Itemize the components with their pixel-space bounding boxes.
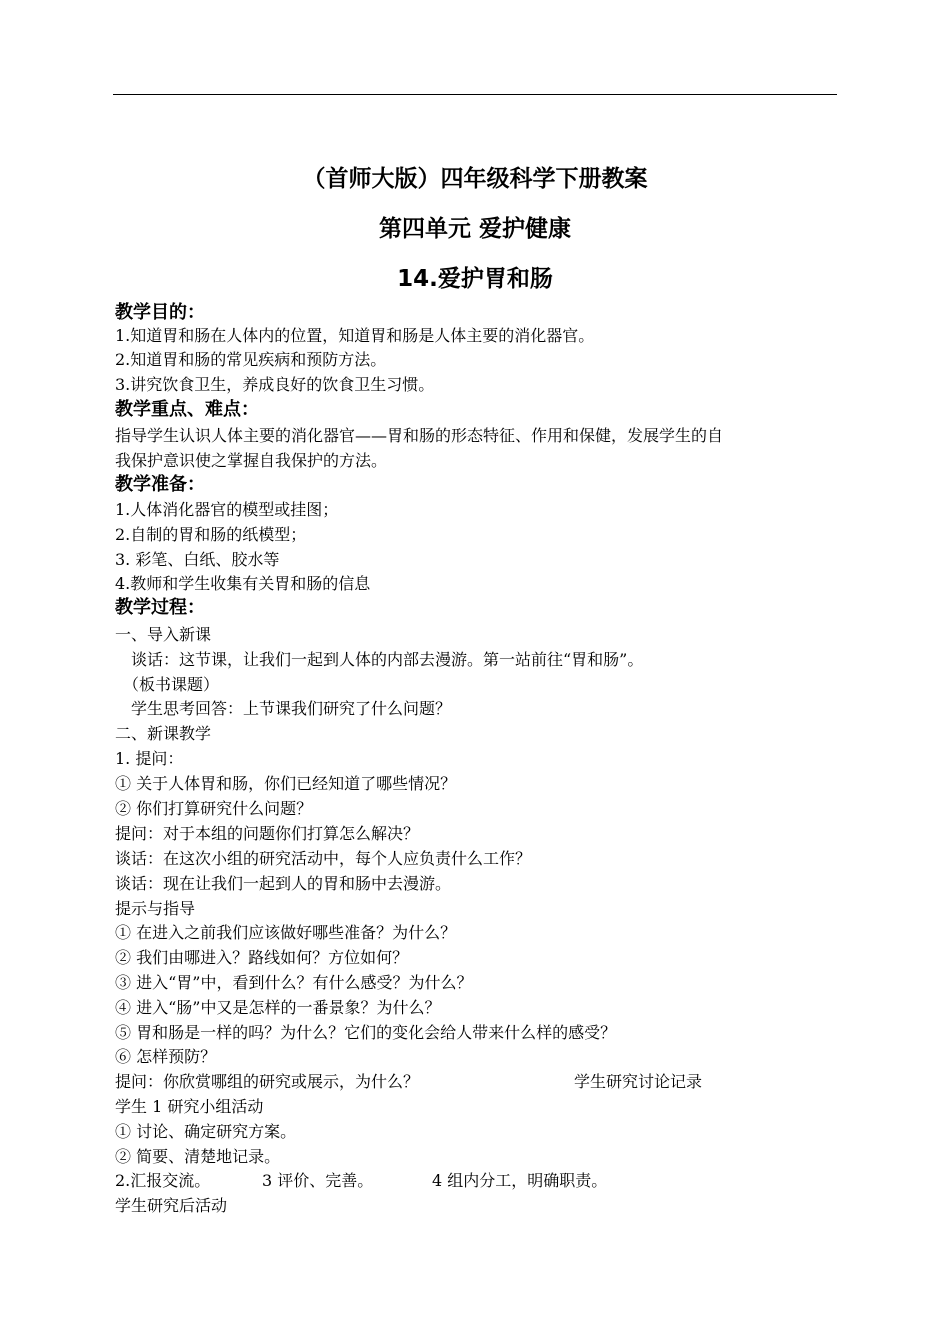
goals-heading: 教学目的： bbox=[115, 302, 205, 323]
process-line: ⑤ 胃和肠是一样的吗？为什么？它们的变化会给人带来什么样的感受？ bbox=[115, 1023, 617, 1042]
process-line: ⑥ 怎样预防？ bbox=[115, 1047, 217, 1066]
process-line: ① 关于人体胃和肠，你们已经知道了哪些情况？ bbox=[115, 774, 457, 793]
process-line: 提问：对于本组的问题你们打算怎么解决？ bbox=[115, 824, 420, 843]
process-line: 谈话：这节课，让我们一起到人体的内部去漫游。第一站前往“胃和肠”。 bbox=[115, 650, 644, 669]
activity-line: ① 讨论、确定研究方案。 bbox=[115, 1122, 297, 1141]
process-heading: 教学过程： bbox=[115, 597, 205, 618]
report-step-4: 4 组内分工，明确职责。 bbox=[432, 1171, 608, 1190]
prep-item: 1.人体消化器官的模型或挂图； bbox=[115, 500, 339, 519]
appreciate-question: 提问：你欣赏哪组的研究或展示，为什么？ bbox=[115, 1072, 420, 1091]
document-title: （首师大版）四年级科学下册教案 bbox=[302, 166, 648, 192]
process-line: ④ 进入“肠”中又是怎样的一番景象？为什么？ bbox=[115, 998, 441, 1017]
lesson-title: 14.爱护胃和肠 bbox=[397, 266, 553, 292]
record-label: 学生研究讨论记录 bbox=[574, 1072, 703, 1091]
goal-item: 2.知道胃和肠的常见疾病和预防方法。 bbox=[115, 350, 387, 369]
report-step-1: 2.汇报交流。 bbox=[115, 1171, 211, 1190]
prep-item: 2.自制的胃和肠的纸模型； bbox=[115, 525, 307, 544]
focus-text-line1: 指导学生认识人体主要的消化器官——胃和肠的形态特征、作用和保健，发展学生的自 bbox=[115, 426, 724, 445]
process-line: 提示与指导 bbox=[115, 899, 196, 918]
process-line: 谈话：在这次小组的研究活动中，每个人应负责什么工作？ bbox=[115, 849, 532, 868]
process-line: （板书课题） bbox=[115, 675, 220, 694]
process-line: 谈话：现在让我们一起到人的胃和肠中去漫游。 bbox=[115, 874, 452, 893]
focus-heading: 教学重点、难点： bbox=[115, 399, 259, 420]
unit-title: 第四单元 爱护健康 bbox=[378, 216, 571, 242]
prep-heading: 教学准备： bbox=[115, 474, 205, 495]
process-line: 一、导入新课 bbox=[115, 625, 212, 644]
goal-item: 3.讲究饮食卫生，养成良好的饮食卫生习惯。 bbox=[115, 375, 435, 394]
report-step-3: 3 评价、完善。 bbox=[262, 1171, 374, 1190]
process-line: ② 你们打算研究什么问题？ bbox=[115, 799, 313, 818]
focus-text-line2: 我保护意识使之掌握自我保护的方法。 bbox=[115, 451, 388, 470]
process-line: 学生思考回答：上节课我们研究了什么问题？ bbox=[115, 699, 452, 718]
process-line: 1. 提问： bbox=[115, 749, 184, 768]
process-line: 二、新课教学 bbox=[115, 724, 212, 743]
process-line: ② 我们由哪进入？路线如何？方位如何？ bbox=[115, 948, 409, 967]
process-line: ① 在进入之前我们应该做好哪些准备？为什么？ bbox=[115, 923, 457, 942]
activity-line: ② 简要、清楚地记录。 bbox=[115, 1147, 281, 1166]
activity-line: 学生 1 研究小组活动 bbox=[115, 1097, 264, 1116]
goal-item: 1.知道胃和肠在人体内的位置，知道胃和肠是人体主要的消化器官。 bbox=[115, 326, 595, 345]
prep-item: 3. 彩笔、白纸、胶水等 bbox=[115, 550, 280, 569]
header-rule bbox=[113, 94, 837, 95]
prep-item: 4.教师和学生收集有关胃和肠的信息 bbox=[115, 574, 371, 593]
after-activity: 学生研究后活动 bbox=[115, 1196, 228, 1215]
process-line: ③ 进入“胃”中，看到什么？有什么感受？为什么？ bbox=[115, 973, 473, 992]
